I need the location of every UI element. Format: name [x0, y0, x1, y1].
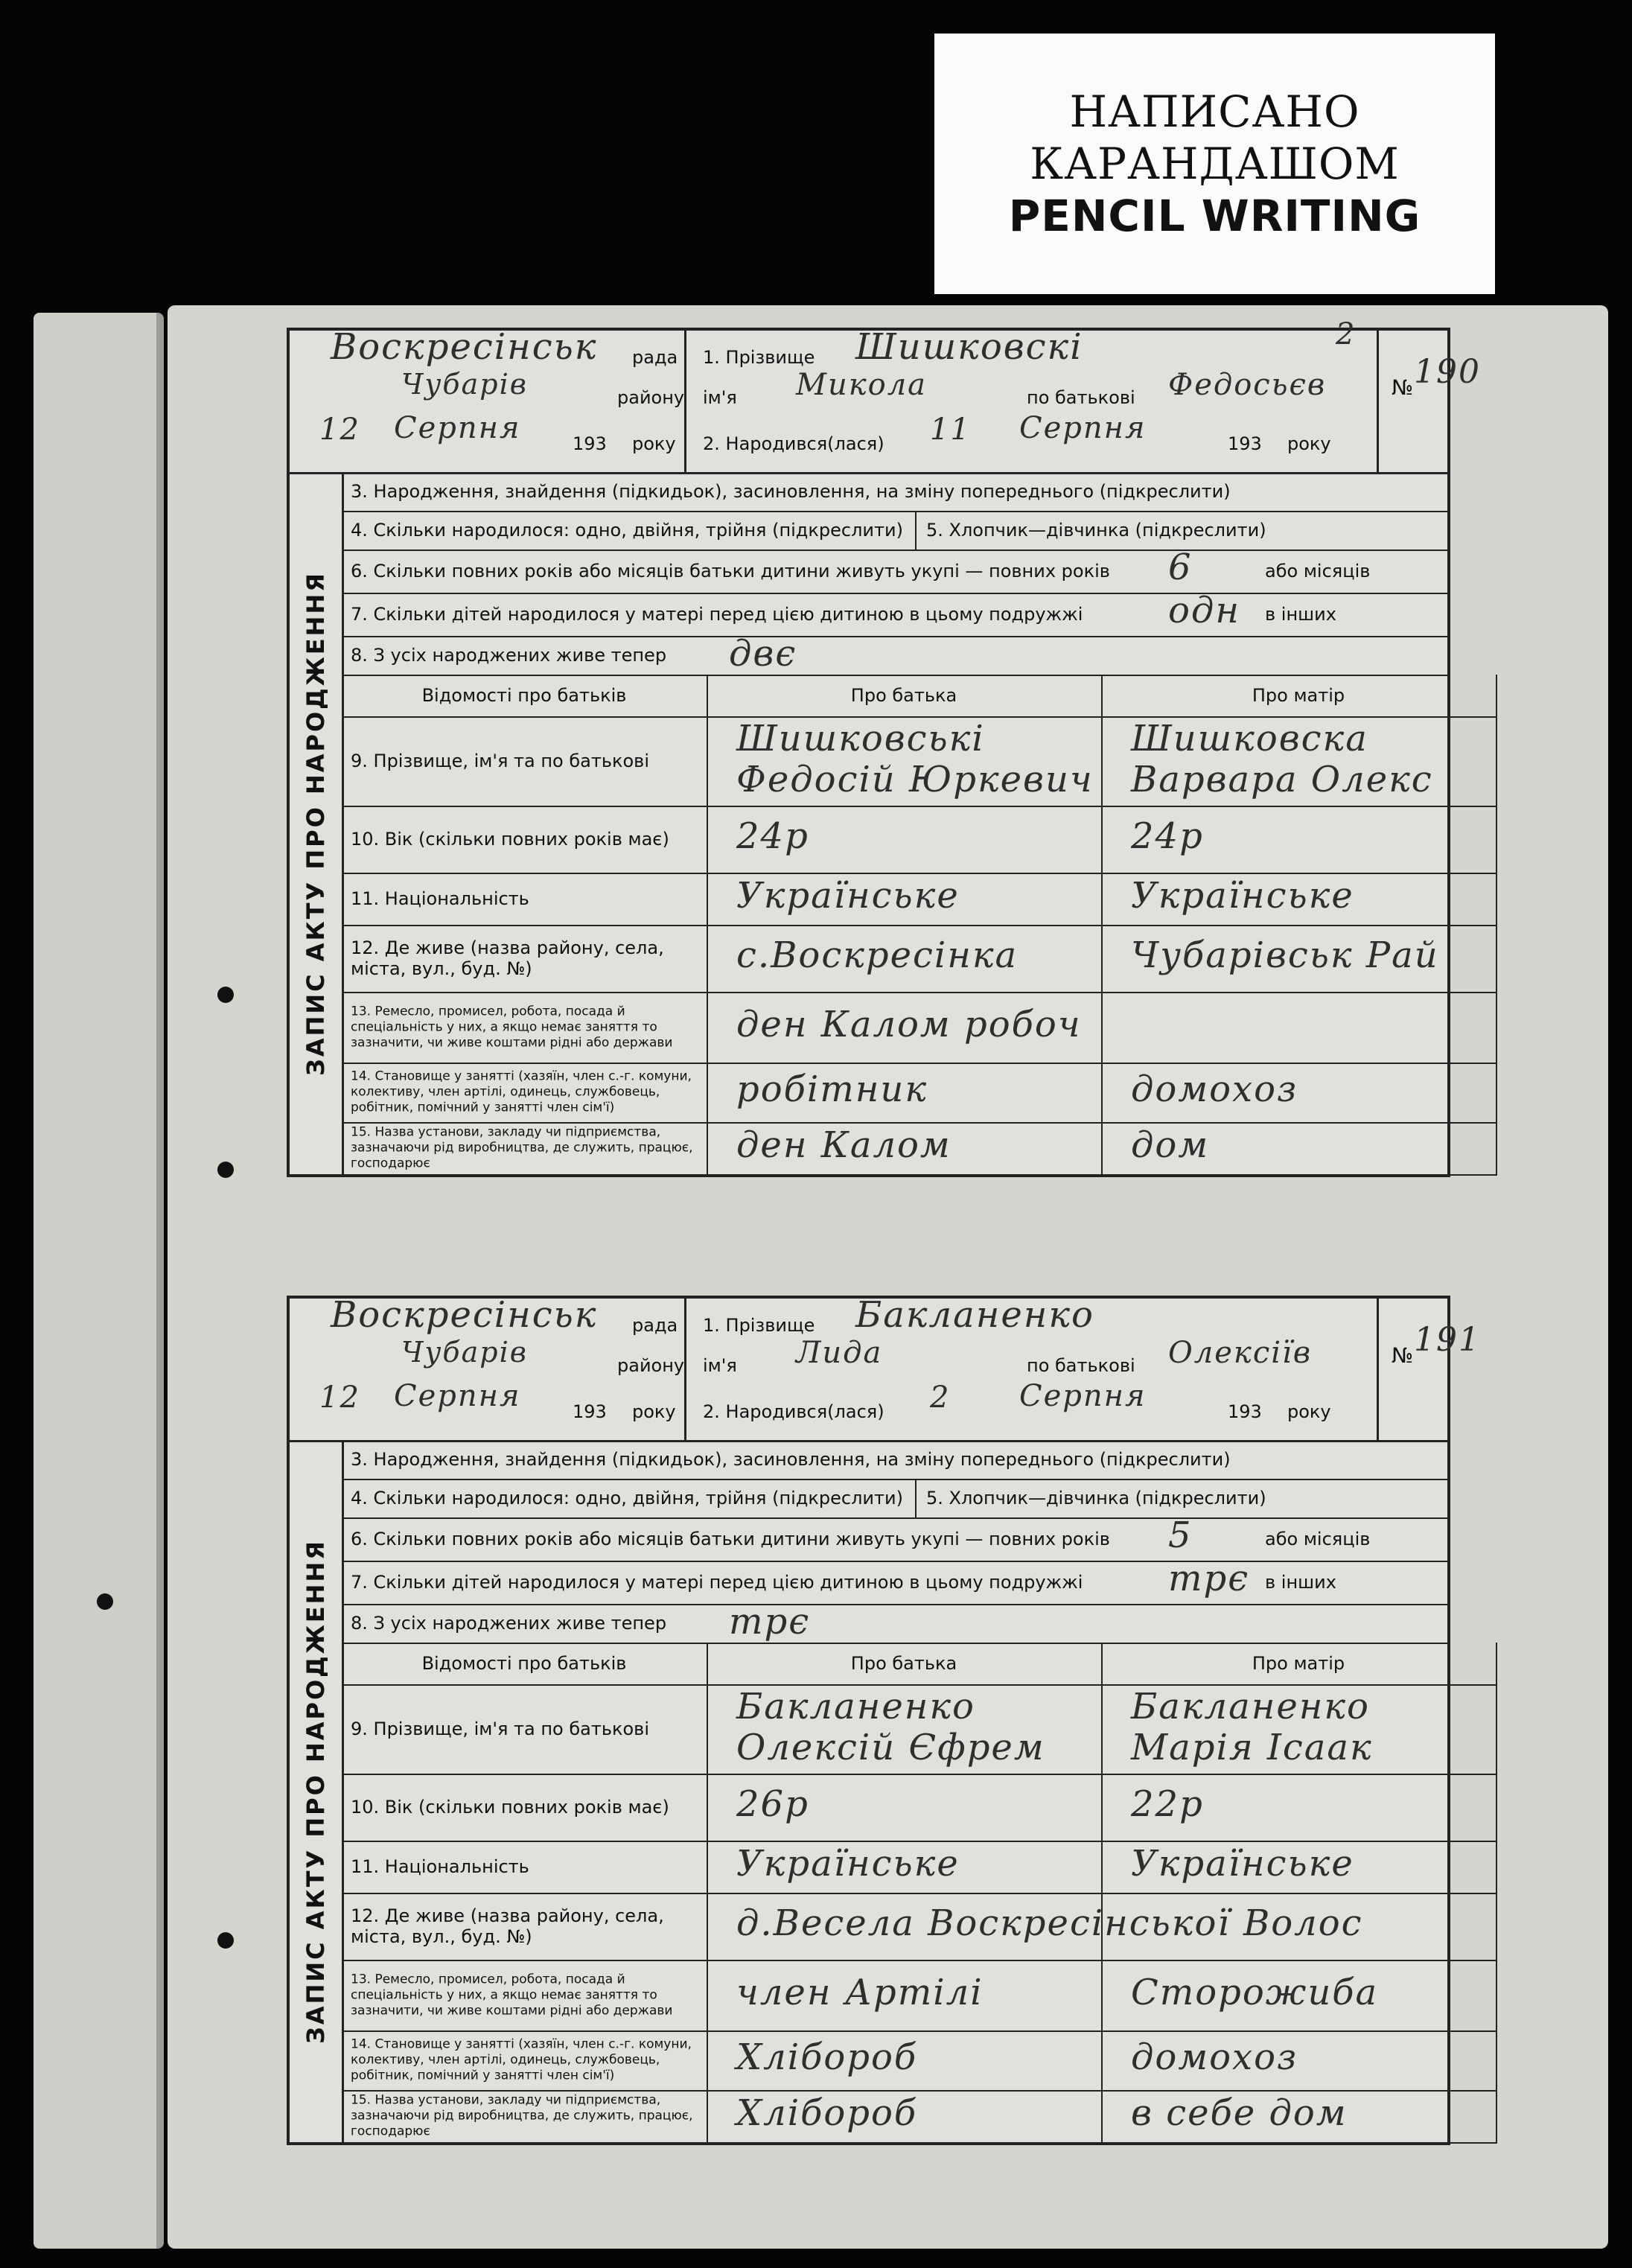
mother-r9-cell	[1101, 1684, 1497, 1775]
mother-r11-cell	[1101, 1841, 1497, 1894]
form-row	[342, 1514, 1447, 1562]
binding-hole	[97, 1593, 113, 1610]
r13-label: 13. Ремесло, промисел, робота, посада й спеціальність у них, а якщо немає заняття то зазначити, чи живе коштами рідні або держави	[351, 1972, 673, 2018]
form-row	[342, 1440, 1447, 1480]
r12-label: 12. Де живе (назва району, села, міста, вул., буд. №)	[351, 1905, 664, 1947]
parents-table	[342, 1643, 1447, 2142]
binding-hole	[217, 1932, 234, 1949]
form-row	[342, 472, 1447, 512]
reg-month-value: Серпня	[394, 1379, 521, 1413]
year-prefix: 193	[573, 433, 607, 454]
father-r15-cell	[707, 1122, 1103, 1176]
father-name2: Федосій Юркевич	[736, 759, 1094, 800]
mother-r13-cell	[1101, 992, 1497, 1064]
r6b-label: або місяців	[1265, 1529, 1371, 1549]
r9-label: 9. Прізвище, ім'я та по батькові	[351, 1718, 649, 1739]
r14-cell	[342, 2030, 708, 2092]
father-age: 24р	[736, 815, 809, 857]
father-header: Про батька	[850, 1653, 957, 1674]
r12-cell	[342, 1893, 708, 1961]
record-number: 190	[1414, 353, 1481, 391]
patronymic-label: по батькові	[1027, 387, 1135, 408]
patronymic-label: по батькові	[1027, 1355, 1135, 1376]
side-caption: ЗАПИС АКТУ ПРО НАРОДЖЕННЯ	[290, 1440, 344, 2142]
r14-cell	[342, 1063, 708, 1124]
father-nationality: Українське	[736, 875, 960, 917]
father-r13-cell	[707, 1960, 1103, 2032]
c_info-cell	[342, 1643, 708, 1686]
r8-label: 8. З усіх народжених живе тепер	[351, 1613, 667, 1634]
r12-label: 12. Де живе (назва району, села, міста, вул., буд. №)	[351, 937, 664, 979]
r14-label: 14. Становище у занятті (хазяїн, член с.-г. комуни, колективу, член артілі, одинець, службовець, робітник, помічний у занятті член сім'ї)	[351, 2036, 692, 2083]
raion-label: району	[617, 1355, 685, 1376]
mother-r15-cell	[1101, 2090, 1497, 2144]
mother-r12-cell	[1101, 1893, 1497, 1961]
note-line-1: НАПИСАНО	[1069, 86, 1360, 137]
reg-month-value: Серпня	[394, 411, 521, 445]
mother-age: 22р	[1131, 1783, 1204, 1825]
binding-strip	[34, 313, 164, 2249]
form-row	[342, 1558, 1447, 1605]
father-status: робітник	[736, 1068, 928, 1110]
mother-name1: Бакланенко	[1131, 1686, 1370, 1727]
mother-name1: Шишковска	[1131, 718, 1368, 759]
roku-label: року	[632, 433, 676, 454]
mother-nationality: Українське	[1131, 1843, 1354, 1885]
pencil-writing-note	[934, 34, 1495, 294]
record-header	[290, 1294, 1481, 1442]
binding-hole	[217, 987, 234, 1003]
reg-day-value: 12	[319, 412, 360, 447]
mother-age: 24р	[1131, 815, 1204, 857]
birth-month-value: Серпня	[1019, 411, 1147, 445]
mother-r11-cell	[1101, 873, 1497, 926]
mother-r9-cell	[1101, 716, 1497, 807]
form-row	[342, 633, 1447, 676]
father-r14-cell	[707, 1063, 1103, 1124]
children_before-value: одн	[1168, 590, 1240, 631]
father-c_info-cell	[707, 1643, 1103, 1686]
r14-label: 14. Становище у занятті (хазяїн, член с.-г. комуни, колективу, член артілі, одинець, службовець, робітник, помічний у занятті член сім'ї)	[351, 1068, 692, 1115]
r10-cell	[342, 806, 708, 874]
form-row	[342, 1601, 1447, 1644]
mother-r15-cell	[1101, 1122, 1497, 1176]
father-name2: Олексій Єфрем	[736, 1727, 1045, 1768]
year-prefix: 193	[1228, 1401, 1262, 1422]
form-row	[342, 590, 1447, 637]
roku-label: року	[1287, 1401, 1331, 1422]
mother-r10-cell	[1101, 1774, 1497, 1842]
r11-label: 11. Національність	[351, 1856, 529, 1877]
r7-label: 7. Скільки дітей народилося у матері перед цією дитиною в цьому подружжі	[351, 604, 1083, 625]
gender-label: 5. Хлопчик—дівчинка (підкреслити)	[926, 1488, 1266, 1509]
corner-mark: 2	[1336, 317, 1357, 351]
father-c_info-cell	[707, 675, 1103, 718]
name-label: ім'я	[703, 387, 737, 408]
father-name1: Шишковські	[736, 718, 985, 759]
mother-r14-cell	[1101, 2030, 1497, 2092]
father-occupation: ден Калом робоч	[736, 1003, 1082, 1045]
children_before-value: трє	[1168, 1558, 1250, 1599]
r10-cell	[342, 1774, 708, 1842]
father-residence: д.Весела Воскресінської Волос	[736, 1902, 1363, 1944]
mother-c_info-cell	[1101, 675, 1497, 718]
father-r12-cell	[707, 925, 1103, 993]
births-count-label: 4. Скільки народилося: одно, двійня, трійня (підкреслити)	[351, 1488, 903, 1509]
mother-status: домохоз	[1131, 2036, 1298, 2078]
years_together-value: 6	[1168, 547, 1193, 588]
father-r14-cell	[707, 2030, 1103, 2092]
note-line-3: PENCIL WRITING	[1008, 191, 1421, 241]
r7-label: 7. Скільки дітей народилося у матері перед цією дитиною в цьому подружжі	[351, 1572, 1083, 1593]
born-label: 2. Народився(лася)	[703, 1401, 884, 1422]
roku-label: року	[632, 1401, 676, 1422]
father-r9-cell	[707, 1684, 1103, 1775]
r9-cell	[342, 1684, 708, 1775]
name-value: Микола	[796, 368, 928, 402]
side-caption: ЗАПИС АКТУ ПРО НАРОДЖЕННЯ	[290, 472, 344, 1174]
birth-day-value: 11	[930, 412, 971, 447]
note-line-2: КАРАНДАШОМ	[1030, 138, 1400, 189]
mother-c_info-cell	[1101, 1643, 1497, 1686]
r7b-label: в інших	[1265, 604, 1336, 625]
father-name1: Бакланенко	[736, 1686, 975, 1727]
r10-label: 10. Вік (скільки повних років має)	[351, 1797, 669, 1818]
r10-label: 10. Вік (скільки повних років має)	[351, 829, 669, 850]
birth-day-value: 2	[930, 1380, 951, 1415]
form-row	[342, 1479, 1447, 1519]
born-label: 2. Народився(лася)	[703, 433, 884, 454]
r6b-label: або місяців	[1265, 561, 1371, 582]
r13-label: 13. Ремесло, промисел, робота, посада й спеціальність у них, а якщо немає заняття то зазначити, чи живе коштами рідні або держави	[351, 1004, 673, 1050]
father-workplace: Хлібороб	[736, 2092, 918, 2134]
info-header: Відомості про батьків	[421, 685, 627, 706]
father-age: 26р	[736, 1783, 809, 1825]
r12-cell	[342, 925, 708, 993]
r6-label: 6. Скільки повних років або місяців батьки дитини живуть укупі — повних років	[351, 561, 1110, 582]
father-r15-cell	[707, 2090, 1103, 2144]
district-value: Чубарів	[401, 1336, 528, 1369]
r6-label: 6. Скільки повних років або місяців батьки дитини живуть укупі — повних років	[351, 1529, 1110, 1549]
binding-hole	[217, 1162, 234, 1178]
r9-label: 9. Прізвище, ім'я та по батькові	[351, 751, 649, 771]
number-label: №	[1392, 375, 1414, 400]
father-r10-cell	[707, 1774, 1103, 1842]
parents-table	[342, 675, 1447, 1174]
father-r9-cell	[707, 716, 1103, 807]
patronymic-value: Олексіїв	[1168, 1336, 1313, 1370]
r9-cell	[342, 716, 708, 807]
r13-cell	[342, 992, 708, 1064]
raion-label: району	[617, 387, 685, 408]
birth-month-value: Серпня	[1019, 1379, 1147, 1413]
info-header: Відомості про батьків	[421, 1653, 627, 1674]
father-status: Хлібороб	[736, 2036, 918, 2078]
alive_now-value: двє	[729, 633, 797, 675]
r3-label: 3. Народження, знайдення (підкидьок), засиновлення, на зміну попереднього (підкреслити)	[351, 481, 1231, 502]
year-prefix: 193	[573, 1401, 607, 1422]
father-r13-cell	[707, 992, 1103, 1064]
father-workplace: ден Калом	[736, 1124, 952, 1166]
rada-label: рада	[632, 347, 678, 368]
father-r12-cell	[707, 1893, 1363, 1961]
father-r11-cell	[707, 873, 1103, 926]
mother-name2: Варвара Олекс	[1131, 759, 1433, 800]
form-row	[342, 511, 1447, 551]
years_together-value: 5	[1168, 1514, 1193, 1556]
r15-label: 15. Назва установи, закладу чи підприємства, зазначаючи рід виробництва, де служить, працює, господарює	[351, 1124, 693, 1171]
father-nationality: Українське	[736, 1843, 960, 1885]
surname-value: Шишковскі	[855, 326, 1083, 368]
births-count-label: 4. Скільки народилося: одно, двійня, трійня (підкреслити)	[351, 520, 903, 541]
r11-label: 11. Національність	[351, 888, 529, 909]
council-value: Воскресінськ	[331, 326, 598, 368]
father-r11-cell	[707, 1841, 1103, 1894]
patronymic-value: Федосьєв	[1168, 368, 1327, 402]
surname-label: 1. Прізвище	[703, 1315, 815, 1336]
r15-label: 15. Назва установи, закладу чи підприємства, зазначаючи рід виробництва, де служить, працює, господарює	[351, 2092, 693, 2139]
father-occupation: член Артілі	[736, 1971, 984, 2013]
record-header	[290, 317, 1481, 474]
birth-record-2	[287, 1294, 1481, 2145]
record-number: 191	[1414, 1321, 1481, 1359]
mother-occupation: Сторожиба	[1131, 1971, 1379, 2013]
r3-label: 3. Народження, знайдення (підкидьок), засиновлення, на зміну попереднього (підкреслити)	[351, 1449, 1231, 1470]
r11-cell	[342, 873, 708, 926]
mother-r14-cell	[1101, 1063, 1497, 1124]
year-prefix: 193	[1228, 433, 1262, 454]
form-row	[342, 547, 1447, 594]
name-value: Лида	[796, 1336, 883, 1370]
r8-label: 8. З усіх народжених живе тепер	[351, 645, 667, 666]
r7b-label: в інших	[1265, 1572, 1336, 1593]
mother-residence: Чубарівськ Рай	[1131, 934, 1439, 976]
mother-name2: Марія Ісаак	[1131, 1727, 1373, 1768]
gender-label: 5. Хлопчик—дівчинка (підкреслити)	[926, 520, 1266, 541]
reg-day-value: 12	[319, 1380, 360, 1415]
mother-r12-cell	[1101, 925, 1497, 993]
mother-status: домохоз	[1131, 1068, 1298, 1110]
r15-cell	[342, 2090, 708, 2144]
mother-workplace: дом	[1131, 1124, 1210, 1166]
mother-r10-cell	[1101, 806, 1497, 874]
mother-nationality: Українське	[1131, 875, 1354, 917]
mother-workplace: в себе дом	[1131, 2092, 1348, 2134]
father-residence: с.Воскресінка	[736, 934, 1019, 976]
mother-r13-cell	[1101, 1960, 1497, 2032]
father-header: Про батька	[850, 685, 957, 706]
r11-cell	[342, 1841, 708, 1894]
mother-header: Про матір	[1252, 1653, 1345, 1674]
rada-label: рада	[632, 1315, 678, 1336]
roku-label: року	[1287, 433, 1331, 454]
name-label: ім'я	[703, 1355, 737, 1376]
r15-cell	[342, 1122, 708, 1176]
district-value: Чубарів	[401, 368, 528, 401]
c_info-cell	[342, 675, 708, 718]
mother-header: Про матір	[1252, 685, 1345, 706]
surname-value: Бакланенко	[855, 1294, 1094, 1336]
council-value: Воскресінськ	[331, 1294, 598, 1336]
surname-label: 1. Прізвище	[703, 347, 815, 368]
birth-record-1	[287, 317, 1481, 1177]
alive_now-value: трє	[729, 1601, 811, 1643]
r13-cell	[342, 1960, 708, 2032]
father-r10-cell	[707, 806, 1103, 874]
number-label: №	[1392, 1343, 1414, 1368]
